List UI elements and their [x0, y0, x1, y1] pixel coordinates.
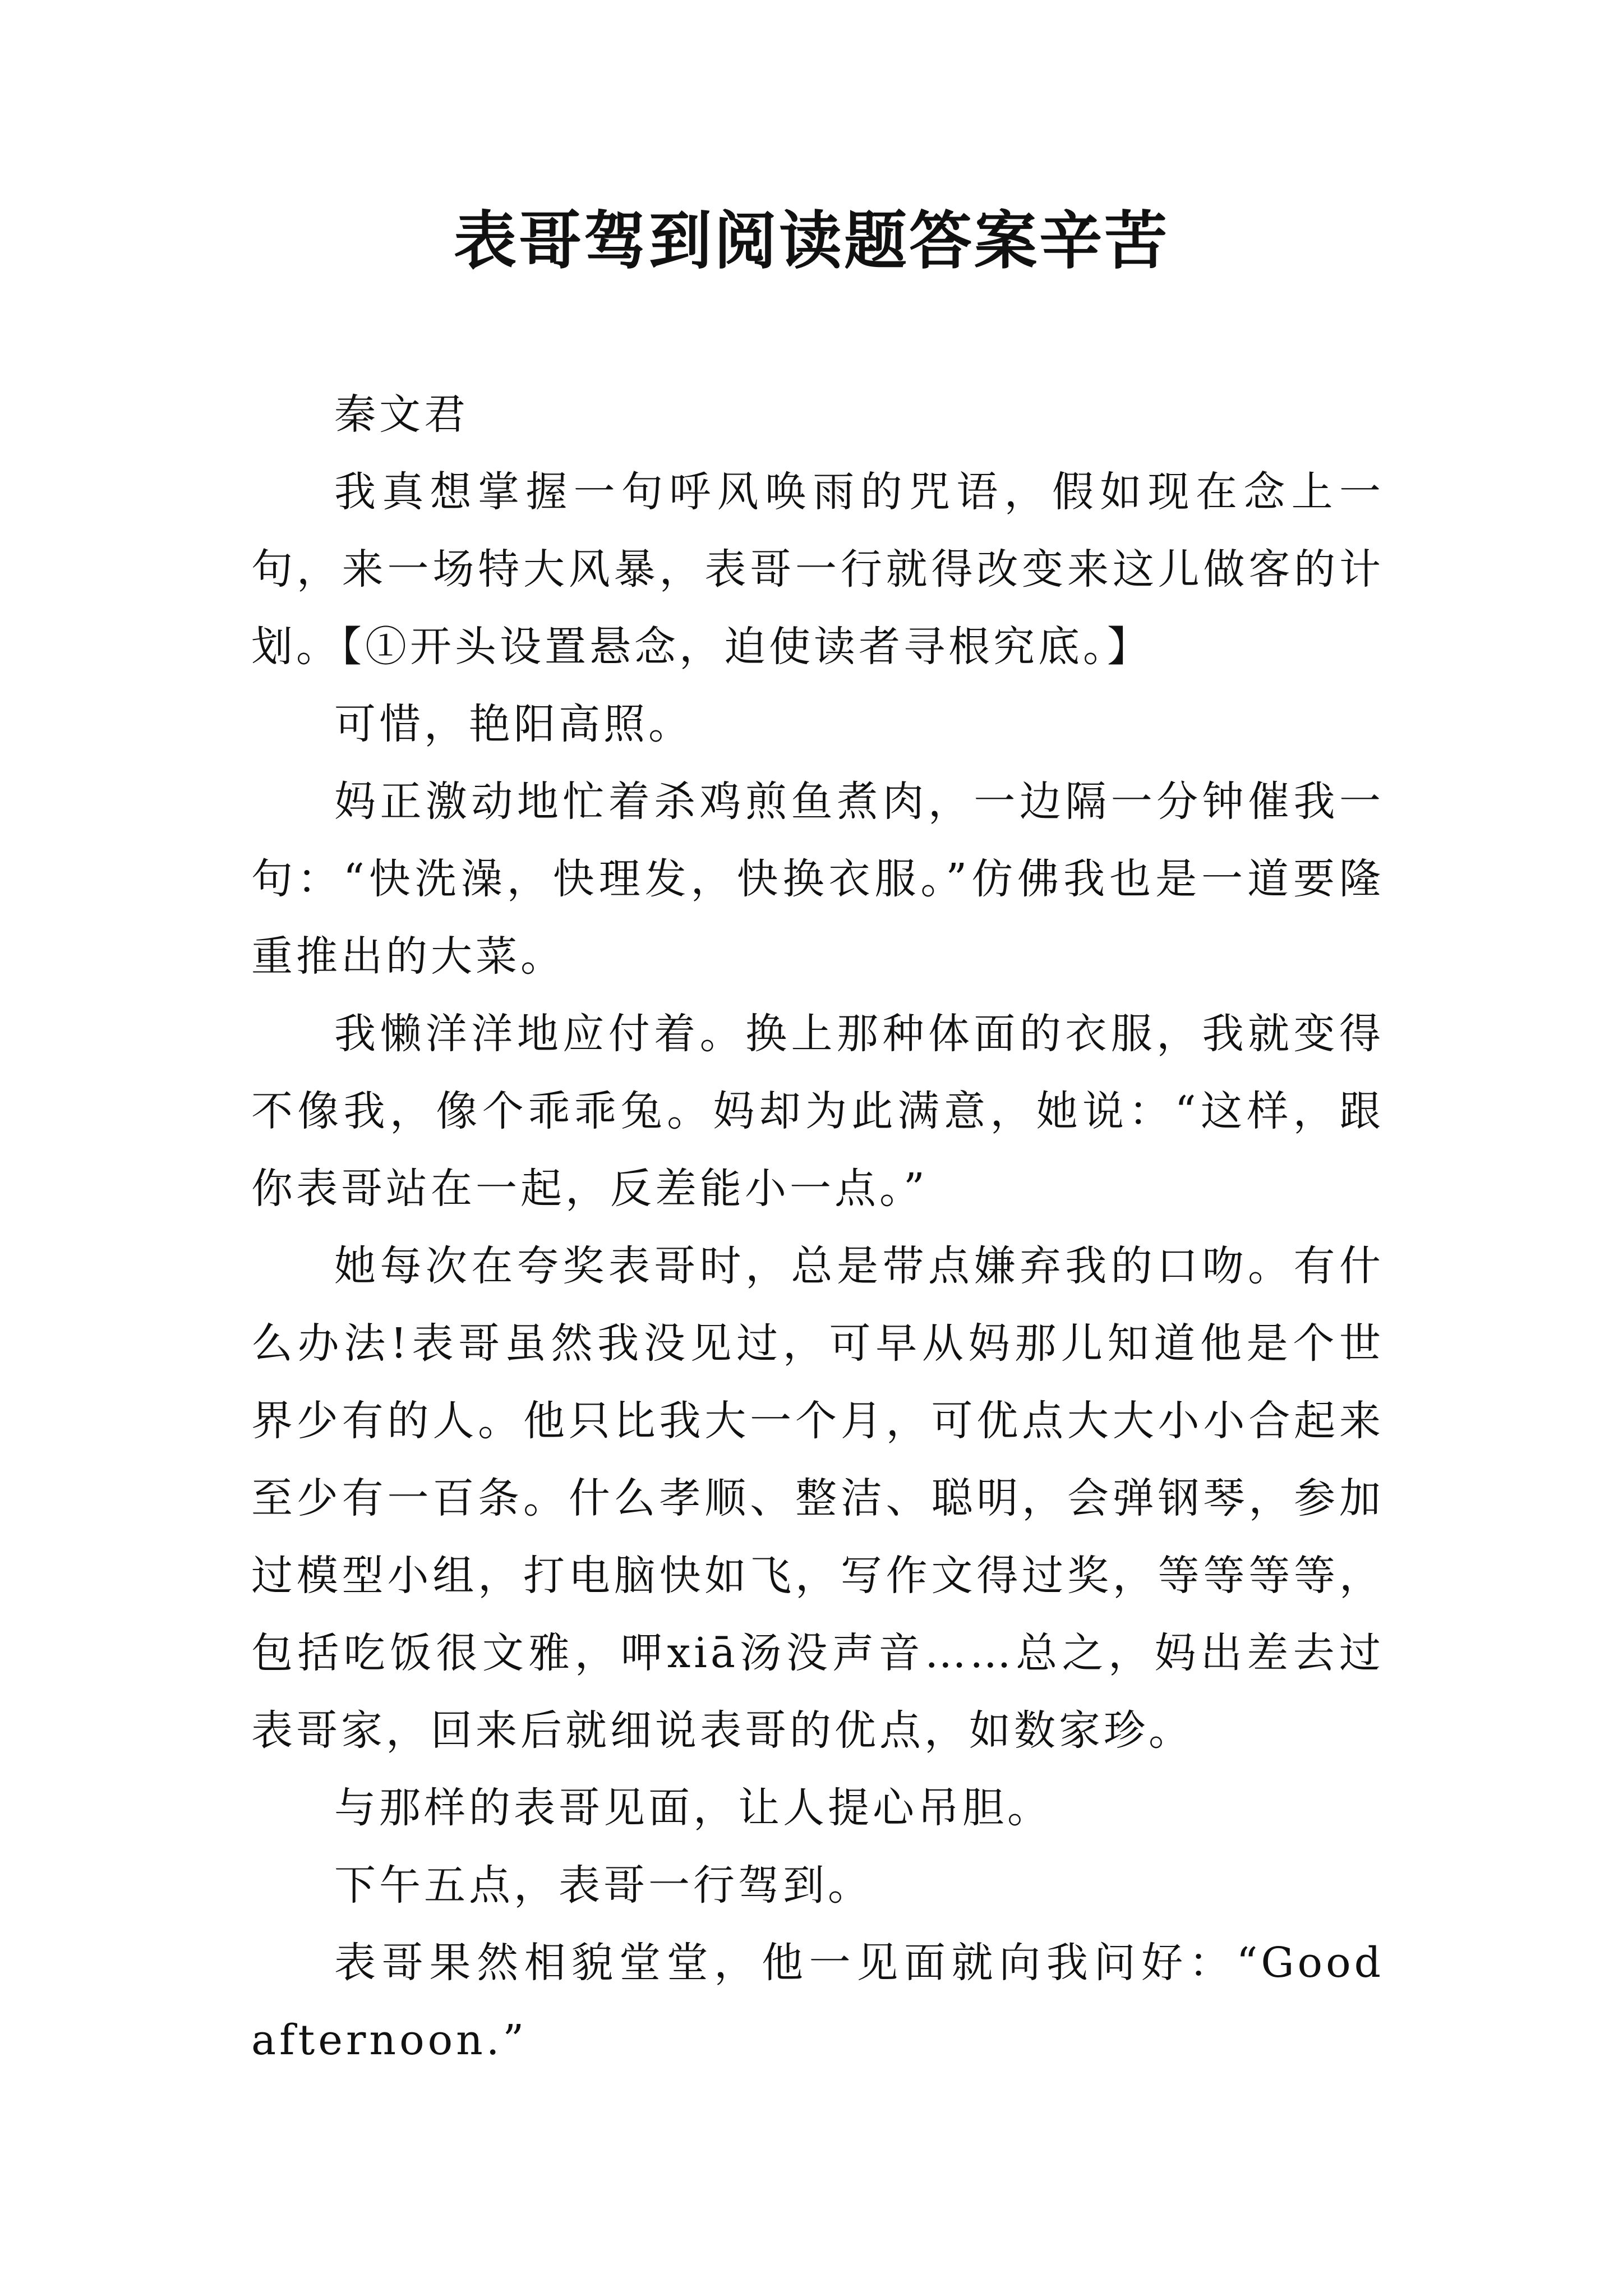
- paragraph: 她每次在夸奖表哥时，总是带点嫌弃我的口吻。有什么办法!表哥虽然我没见过，可早从妈那儿知道他是个世界少有的人。他只比我大一个月，可优点大大小小合起来至少有一百条。什么孝顺、整洁、聪明，会弹钢琴，参加过模型小组，打电脑快如飞，写作文得过奖，等等等等，包括吃饭很文雅，呷xiā汤没声音……总之，妈出差去过表哥家，回来后就细说表哥的优点，如数家珍。: [251, 1242, 1384, 1755]
- paragraph: 下午五点，表哥一行驾到。: [334, 1861, 873, 1910]
- paragraph: 与那样的表哥见面，让人提心吊胆。: [334, 1784, 1052, 1832]
- paragraph: 我真想掌握一句呼风唤雨的咒语，假如现在念上一句，来一场特大风暴，表哥一行就得改变来这儿做客的计划。【①开头设置悬念，迫使读者寻根究底。】: [251, 468, 1384, 671]
- paragraph: 我懒洋洋地应付着。换上那种体面的衣服，我就变得不像我，像个乖乖兔。妈却为此满意，她说：“这样，跟你表哥站在一起，反差能小一点。”: [251, 1010, 1384, 1213]
- document-title: 表哥驾到阅读题答案辛苦: [454, 204, 1169, 278]
- author-line: 秦文君: [334, 390, 469, 439]
- document-body: [251, 376, 1384, 2079]
- paragraph: 可惜，艳阳高照。: [334, 700, 693, 748]
- paragraph: 表哥果然相貌堂堂，他一见面就向我问好：“Good afternoon.”: [251, 1939, 1384, 2064]
- paragraph: 妈正激动地忙着杀鸡煎鱼煮肉，一边隔一分钟催我一句：“快洗澡，快理发，快换衣服。”仿佛我也是一道要隆重推出的大菜。: [251, 777, 1384, 981]
